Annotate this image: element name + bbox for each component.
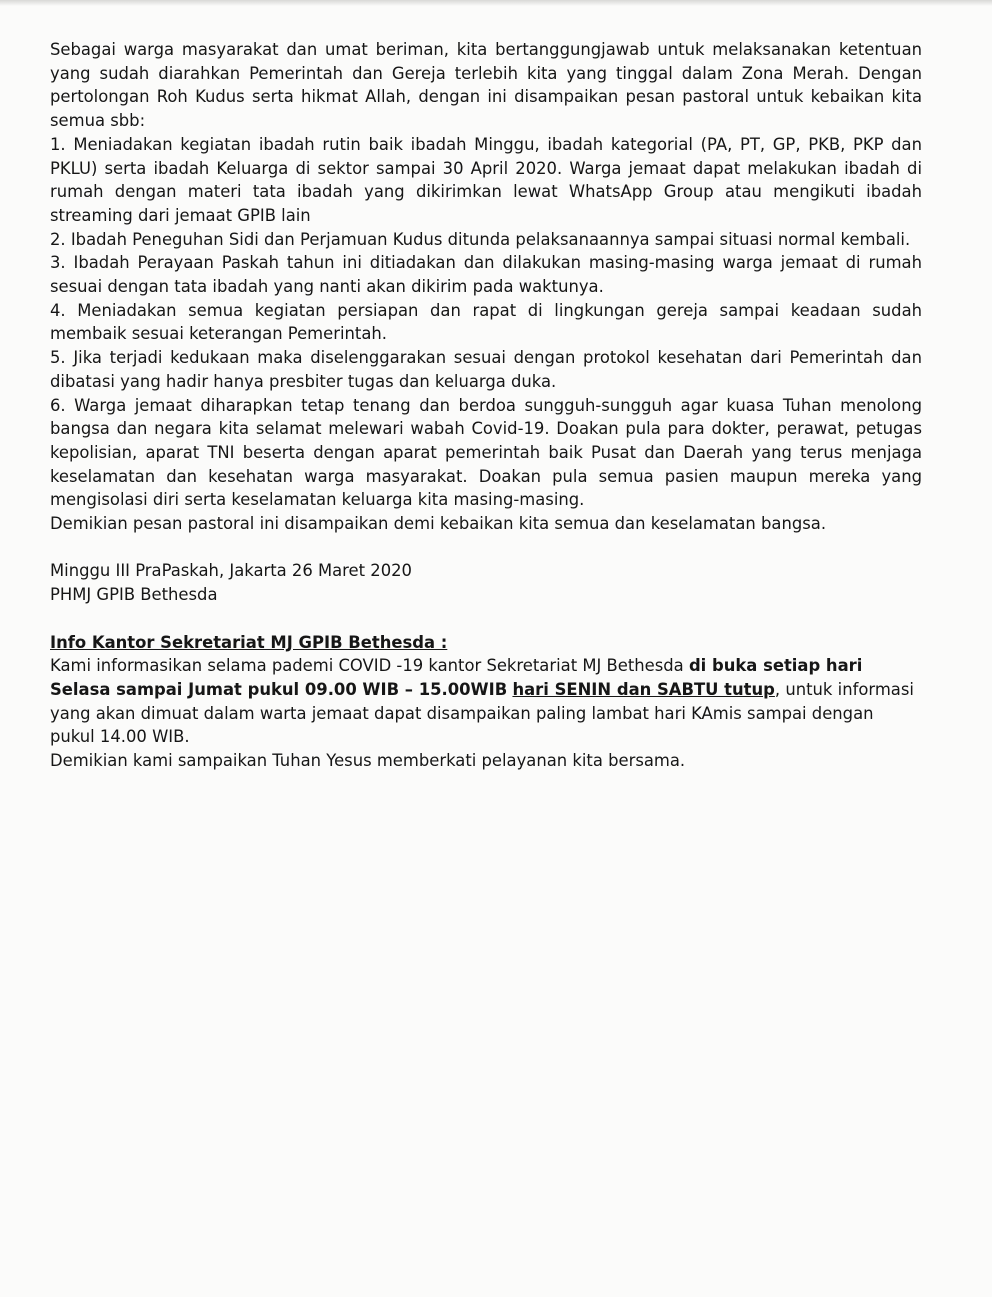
pastoral-item-5: 5. Jika terjadi kedukaan maka diselenggarakan sesuai dengan protokol kesehatan dari Pemerintah dan dibatasi yang hadir hanya presbiter tugas dan keluarga duka. — [50, 348, 922, 391]
pastoral-item-2: 2. Ibadah Peneguhan Sidi dan Perjamuan Kudus ditunda pelaksanaannya sampai situasi normal kembali. — [50, 229, 911, 249]
signature-name: PHMJ GPIB Bethesda — [50, 585, 218, 605]
pastoral-item-1: 1. Meniadakan kegiatan ibadah rutin baik ibadah Minggu, ibadah kategorial (PA, PT, GP, PKB, PKP dan PKLU) serta ibadah Keluarga di sektor sampai 30 April 2020. Warga jemaat dapat melakukan ibadah di rumah dengan materi tata ibadah yang dikirimkan lewat WhatsApp Group atau mengikuti ibadah streaming dari jemaat GPIB lain — [50, 134, 922, 225]
info-body-end: , untuk informasi yang akan dimuat dalam warta jemaat dapat disampaikan paling lambat hari KAmis sampai dengan pukul 14.00 WIB. — [50, 679, 914, 747]
pastoral-items-list — [50, 133, 922, 512]
spacer — [50, 607, 922, 631]
pastoral-item-6: 6. Warga jemaat diharapkan tetap tenang dan berdoa sungguh-sungguh agar kuasa Tuhan menolong bangsa dan negara kita selamat melewari wabah Covid-19. Doakan pula para dokter, perawat, petugas kepolisian, aparat TNI beserta dengan aparat pemerintah baik Pusat dan Daerah yang terus menjaga keselamatan dan kesehatan warga masyarakat. Doakan pula semua pasien maupun mereka yang mengisolasi diri serta keselamatan keluarga kita masing-masing. — [50, 395, 922, 510]
info-section — [50, 631, 922, 773]
intro-paragraph: Sebagai warga masyarakat dan umat beriman, kita bertanggungjawab untuk melaksanakan ketentuan yang sudah diarahkan Pemerintah dan Gereja terlebih kita yang tinggal dalam Zona Merah. Dengan pertolongan Roh Kudus serta hikmat Allah, dengan ini disampaikan pesan pastoral untuk kebaikan kita semua sbb: — [50, 40, 922, 131]
closing-paragraph: Demikian pesan pastoral ini disampaikan demi kebaikan kita semua dan keselamatan bangsa. — [50, 514, 827, 534]
document-page — [50, 38, 922, 773]
info-body-start: Kami informasikan selama pademi COVID -19 kantor Sekretariat MJ Bethesda — [50, 656, 689, 676]
pastoral-item-4: 4. Meniadakan semua kegiatan persiapan dan rapat di lingkungan gereja sampai keadaan sudah membaik sesuai keterangan Pemerintah. — [50, 300, 922, 344]
info-open-hours: di buka setiap hari Selasa sampai Jumat pukul 09.00 WIB – 15.00WIB — [50, 656, 863, 699]
pastoral-item-3: 3. Ibadah Perayaan Paskah tahun ini ditiadakan dan dilakukan masing-masing warga jemaat di rumah sesuai dengan tata ibadah yang nanti akan dikirim pada waktunya. — [50, 253, 922, 297]
signature-block — [50, 559, 922, 606]
signature-date: Minggu III PraPaskah, Jakarta 26 Maret 2020 — [50, 561, 412, 581]
info-title: Info Kantor Sekretariat MJ GPIB Bethesda : — [50, 632, 448, 652]
spacer — [50, 536, 922, 560]
info-body — [50, 654, 922, 749]
info-closed-days: hari SENIN dan SABTU tutup — [512, 679, 775, 699]
info-closing: Demikian kami sampaikan Tuhan Yesus memberkati pelayanan kita bersama. — [50, 751, 686, 771]
scan-top-edge — [0, 0, 992, 6]
